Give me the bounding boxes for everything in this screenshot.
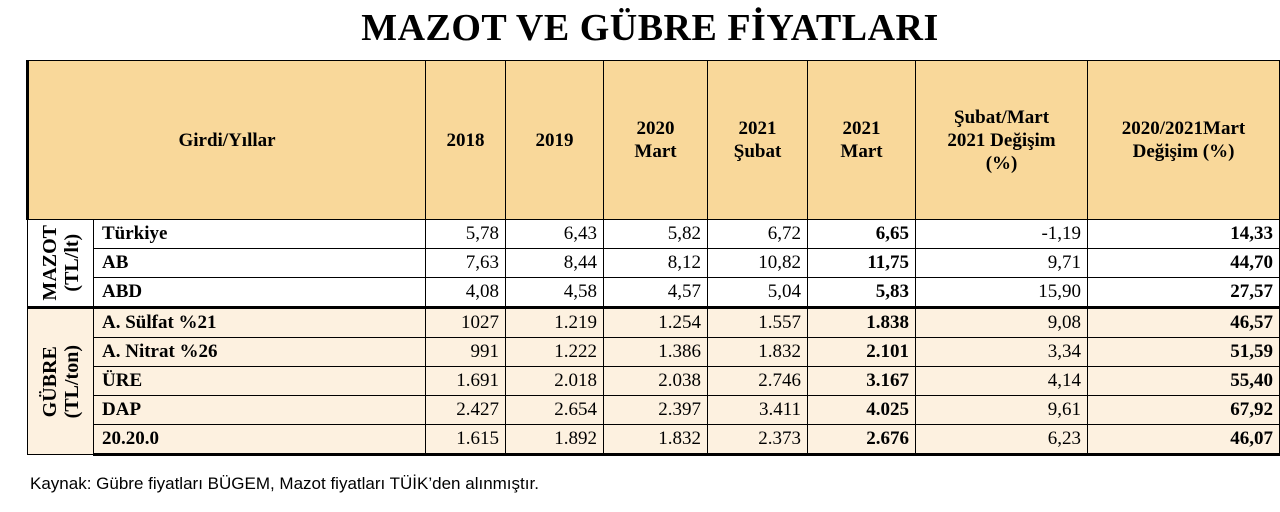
table-row [28,425,1280,455]
table-cell: 2.397 [604,396,708,425]
row-label: A. Nitrat %26 [94,338,426,367]
table-cell: 67,92 [1088,396,1280,425]
column-header: Girdi/Yıllar [28,61,426,220]
table-cell: 1.892 [506,425,604,455]
table-cell: 2.101 [808,338,916,367]
table-cell: 3.167 [808,367,916,396]
table-cell: 1.386 [604,338,708,367]
table-cell: 9,71 [916,249,1088,278]
row-label: A. Sülfat %21 [94,308,426,338]
table-cell: 5,04 [708,278,808,308]
table-cell: 1.691 [426,367,506,396]
table-cell: 2.746 [708,367,808,396]
group-unit: (TL/ton) [60,344,83,419]
table-cell: 9,61 [916,396,1088,425]
group-name: MAZOT [38,225,61,301]
table-cell: 4,57 [604,278,708,308]
column-header: 2020/2021Mart Değişim (%) [1088,61,1280,220]
table-cell: 4,58 [506,278,604,308]
table-row [28,278,1280,308]
row-label: ABD [94,278,426,308]
table-cell: 1.615 [426,425,506,455]
price-table [26,60,1280,456]
table-cell: 46,07 [1088,425,1280,455]
table-cell: 3.411 [708,396,808,425]
table-cell: 55,40 [1088,367,1280,396]
group-name: GÜBRE [38,345,61,418]
table-row [28,249,1280,278]
table-row [28,338,1280,367]
table-cell: 5,82 [604,220,708,249]
group-label-wrap [28,220,93,306]
page-title: MAZOT VE GÜBRE FİYATLARI [361,7,939,49]
table-body [28,220,1280,455]
table-cell: 3,34 [916,338,1088,367]
table-cell: 27,57 [1088,278,1280,308]
table-cell: 1.832 [604,425,708,455]
table-cell: 8,12 [604,249,708,278]
column-header: 2018 [426,61,506,220]
table-cell: 2.427 [426,396,506,425]
source-note: Kaynak: Gübre fiyatları BÜGEM, Mazot fiyatları TÜİK’den alınmıştır. [30,474,539,493]
table-cell: 51,59 [1088,338,1280,367]
table-row [28,396,1280,425]
table-cell: 2.018 [506,367,604,396]
group-label-text [39,345,83,418]
table-cell: 2.654 [506,396,604,425]
table-cell: 6,72 [708,220,808,249]
table-cell: 44,70 [1088,249,1280,278]
column-header: 2021 Mart [808,61,916,220]
table-cell: 991 [426,338,506,367]
table-cell: 10,82 [708,249,808,278]
table-cell: 1.222 [506,338,604,367]
column-header: Şubat/Mart 2021 Değişim (%) [916,61,1088,220]
table-cell: 1027 [426,308,506,338]
group-unit: (TL/lt) [60,234,83,292]
row-label: AB [94,249,426,278]
row-label: DAP [94,396,426,425]
row-label: ÜRE [94,367,426,396]
table-cell: 1.254 [604,308,708,338]
table-row [28,308,1280,338]
table-cell: 4.025 [808,396,916,425]
table-cell: 1.219 [506,308,604,338]
table-cell: 1.838 [808,308,916,338]
table-cell: 14,33 [1088,220,1280,249]
column-header: 2021 Şubat [708,61,808,220]
group-label [28,220,94,308]
table-row [28,367,1280,396]
table-cell: 2.676 [808,425,916,455]
table-cell: 5,78 [426,220,506,249]
table-cell: 6,43 [506,220,604,249]
table-cell: 8,44 [506,249,604,278]
table-cell: 15,90 [916,278,1088,308]
table-cell: 9,08 [916,308,1088,338]
table-cell: 46,57 [1088,308,1280,338]
group-label-text [39,225,83,301]
group-label-wrap [28,309,93,454]
table-row [28,220,1280,249]
header-row [28,61,1280,220]
table-cell: 6,65 [808,220,916,249]
table-cell: 5,83 [808,278,916,308]
column-header: 2019 [506,61,604,220]
table-cell: 2.373 [708,425,808,455]
table-cell: 1.557 [708,308,808,338]
table-cell: 11,75 [808,249,916,278]
row-label: 20.20.0 [94,425,426,455]
row-label: Türkiye [94,220,426,249]
table-cell: 1.832 [708,338,808,367]
table-cell: 6,23 [916,425,1088,455]
table-cell: 4,08 [426,278,506,308]
table-cell: 4,14 [916,367,1088,396]
group-label [28,308,94,455]
table-cell: 7,63 [426,249,506,278]
table-cell: -1,19 [916,220,1088,249]
table-cell: 2.038 [604,367,708,396]
column-header: 2020 Mart [604,61,708,220]
